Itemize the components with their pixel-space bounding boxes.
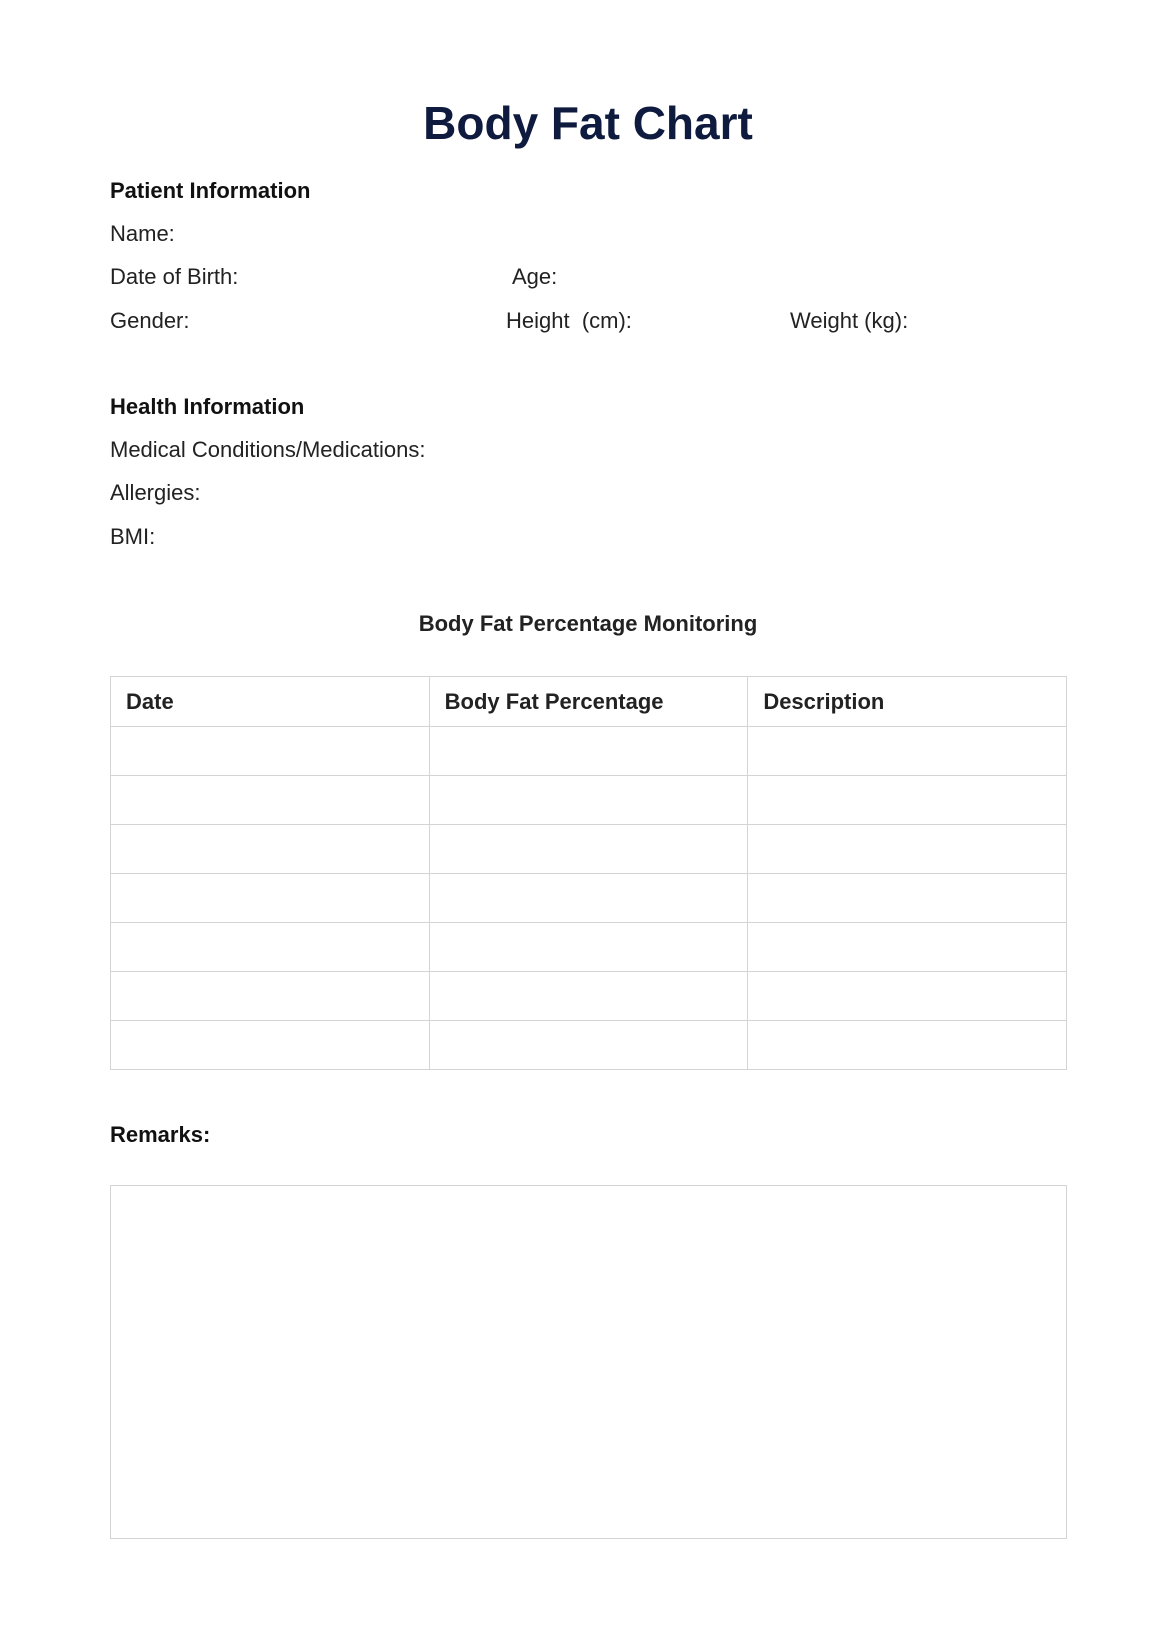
monitoring-section-title: Body Fat Percentage Monitoring <box>418 611 758 636</box>
body-fat-cell[interactable] <box>429 923 748 972</box>
date-cell[interactable] <box>111 874 430 923</box>
weight-field-label: Weight (kg): <box>790 308 909 333</box>
remarks-box[interactable] <box>110 1185 1067 1539</box>
bmi-field-label: BMI: <box>110 524 156 549</box>
body-fat-cell[interactable] <box>429 972 748 1021</box>
health-information-heading: Health Information <box>110 394 305 419</box>
column-header-body-fat-percentage: Body Fat Percentage <box>429 677 748 727</box>
table-row <box>111 972 1067 1021</box>
table-row <box>111 776 1067 825</box>
table-row <box>111 923 1067 972</box>
description-cell[interactable] <box>748 825 1067 874</box>
medical-conditions-field-label: Medical Conditions/Medications: <box>110 437 426 462</box>
description-cell[interactable] <box>748 776 1067 825</box>
description-cell[interactable] <box>748 923 1067 972</box>
date-cell[interactable] <box>111 825 430 874</box>
column-header-description: Description <box>748 677 1067 727</box>
age-field-label: Age: <box>512 264 558 289</box>
height-field-label: Height (cm): <box>506 308 632 333</box>
table-row <box>111 727 1067 776</box>
gender-field-label: Gender: <box>110 308 190 333</box>
date-cell[interactable] <box>111 727 430 776</box>
patient-information-heading: Patient Information <box>110 178 311 203</box>
table-row <box>111 825 1067 874</box>
page-title: Body Fat Chart <box>423 97 753 149</box>
date-cell[interactable] <box>111 923 430 972</box>
body-fat-cell[interactable] <box>429 727 748 776</box>
date-cell[interactable] <box>111 972 430 1021</box>
allergies-field-label: Allergies: <box>110 480 201 505</box>
date-of-birth-field-label: Date of Birth: <box>110 264 239 289</box>
body-fat-cell[interactable] <box>429 776 748 825</box>
body-fat-cell[interactable] <box>429 1021 748 1070</box>
body-fat-cell[interactable] <box>429 874 748 923</box>
column-header-date: Date <box>111 677 430 727</box>
description-cell[interactable] <box>748 727 1067 776</box>
table-row <box>111 874 1067 923</box>
date-cell[interactable] <box>111 776 430 825</box>
description-cell[interactable] <box>748 874 1067 923</box>
date-cell[interactable] <box>111 1021 430 1070</box>
table-row <box>111 1021 1067 1070</box>
description-cell[interactable] <box>748 972 1067 1021</box>
description-cell[interactable] <box>748 1021 1067 1070</box>
body-fat-cell[interactable] <box>429 825 748 874</box>
table-header-row <box>111 677 1067 727</box>
name-field-label: Name: <box>110 221 175 246</box>
remarks-label: Remarks: <box>110 1122 211 1147</box>
monitoring-table <box>110 676 1067 1070</box>
